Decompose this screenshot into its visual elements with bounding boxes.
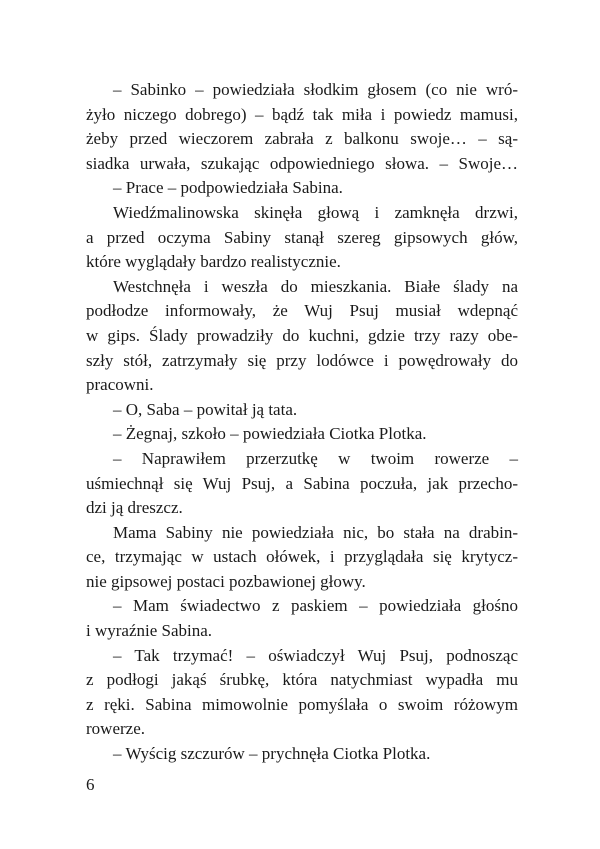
text-line: z podłogi jakąś śrubkę, która natychmiast wypadła mu: [86, 670, 518, 690]
text-line: szły stół, zatrzymały się przy lodówce i powędrowały do: [86, 350, 518, 370]
text-line: – Sabinko – powiedziała słodkim głosem (co nie wró-: [113, 80, 518, 99]
text-line: które wyglądały bardzo realistycznie.: [86, 252, 341, 272]
text-line: – Naprawiłem przerzutkę w twoim rowerze –: [113, 448, 518, 468]
text-line: Westchnęła i weszła do mieszkania. Białe ślady na: [113, 276, 518, 296]
text-line: ce, trzymając w ustach ołówek, i przyglądała się krytycz-: [86, 547, 518, 567]
text-line: uśmiechnął się Wuj Psuj, a Sabina poczuła, jak przecho-: [86, 473, 518, 493]
text-line: z ręki. Sabina mimowolnie pomyślała o swoim różowym: [86, 694, 518, 714]
text-line: w gips. Ślady prowadziły do kuchni, gdzie trzy razy obe-: [86, 325, 518, 345]
text-line: a przed oczyma Sabiny stanął szereg gipsowych głów,: [86, 227, 518, 247]
text-line: – Tak trzymać! – oświadczył Wuj Psuj, podnosząc: [113, 645, 518, 665]
text-line: – Żegnaj, szkoło – powiedziała Ciotka Plotka.: [113, 424, 427, 444]
text-line: dzi ją dreszcz.: [86, 498, 183, 518]
text-line: i wyraźnie Sabina.: [86, 621, 213, 641]
text-line: podłodze informowały, że Wuj Psuj musiał wdepnąć: [86, 301, 518, 321]
text-line: – Wyścig szczurów – prychnęła Ciotka Plotka.: [113, 744, 431, 764]
text-line: – O, Saba – powitał ją tata.: [113, 399, 298, 419]
body-text: [86, 78, 518, 767]
text-line: – Prace – podpowiedziała Sabina.: [113, 178, 343, 198]
text-line: Mama Sabiny nie powiedziała nic, bo stała na drabin-: [113, 522, 518, 542]
text-line: rowerze.: [86, 719, 145, 739]
text-line: żyło niczego dobrego) – bądź tak miła i powiedz mamusi,: [86, 104, 518, 124]
text-line: nie gipsowej postaci pozbawionej głowy.: [86, 571, 366, 591]
text-line: pracowni.: [86, 375, 154, 395]
text-line: żeby przed wieczorem zabrała z balkonu swoje… – są-: [86, 129, 518, 149]
text-line: siadka urwała, szukając odpowiedniego słowa. – Swoje…: [86, 153, 518, 173]
text-line: Wiedźmalinowska skinęła głową i zamknęła drzwi,: [113, 202, 518, 222]
page-number: 6: [86, 775, 95, 794]
text-line: – Mam świadectwo z paskiem – powiedziała głośno: [113, 596, 518, 616]
